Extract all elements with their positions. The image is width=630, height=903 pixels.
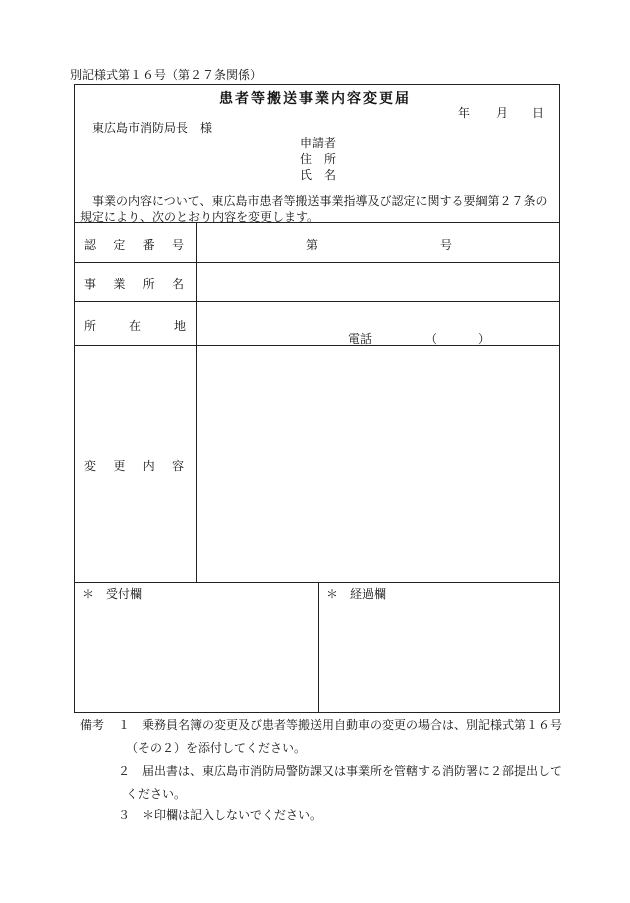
reception-label: ＊ 受付欄 — [82, 587, 143, 601]
notes-heading: 備考 — [80, 718, 105, 732]
note-number: ２ — [118, 764, 131, 778]
office-name-label: 事 業 所 名 — [84, 277, 184, 291]
row-divider — [74, 582, 560, 583]
cert-number-label: 認 定 番 号 — [84, 238, 184, 252]
row-divider — [74, 262, 560, 263]
date-year: 年 — [458, 106, 471, 120]
note-number: １ — [118, 718, 131, 732]
phone-label: 電話 — [348, 332, 373, 346]
progress-label: ＊ 経過欄 — [326, 587, 387, 601]
row-divider — [74, 222, 560, 223]
note-text: （その２）を添付してください。 — [126, 741, 307, 755]
row-divider — [74, 301, 560, 302]
addressee: 東広島市消防局長 様 — [92, 121, 213, 135]
note-text: ください。 — [126, 787, 187, 801]
change-content-field[interactable] — [198, 347, 558, 580]
cert-number-field[interactable] — [198, 224, 558, 260]
column-divider — [318, 582, 319, 713]
cert-number-go: 号 — [440, 238, 453, 252]
statement-line-2: 規定により、次のとおり内容を変更します。 — [80, 210, 320, 224]
office-name-field[interactable] — [198, 264, 558, 299]
note-text: 乗務員名簿の変更及び患者等搬送用自動車の変更の場合は、別記様式第１６号 — [142, 718, 563, 732]
phone-paren-close: ） — [478, 332, 491, 346]
column-divider — [196, 222, 197, 582]
note-text: ＊印欄は記入しないでください。 — [142, 808, 323, 822]
statement-line-1: 事業の内容について、東広島市患者等搬送事業指導及び認定に関する要綱第２７条の — [92, 194, 548, 208]
location-label: 所 在 地 — [84, 319, 186, 333]
change-content-label: 変 更 内 容 — [84, 459, 184, 473]
applicant-address: 住 所 — [300, 152, 337, 166]
form-title: 患者等搬送事業内容変更届 — [219, 91, 411, 107]
note-text: 届出書は、東広島市消防局警防課又は事業所を管轄する消防署に２部提出して — [142, 764, 563, 778]
applicant-label: 申請者 — [300, 136, 337, 150]
date-month: 月 — [496, 106, 509, 120]
applicant-name: 氏 名 — [300, 168, 337, 182]
location-field[interactable] — [198, 303, 558, 343]
date-day: 日 — [532, 106, 545, 120]
phone-paren-open: （ — [425, 332, 438, 346]
cert-number-dai: 第 — [306, 238, 319, 252]
form-number: 別記様式第１６号（第２７条関係） — [70, 68, 263, 82]
note-number: ３ — [118, 808, 131, 822]
